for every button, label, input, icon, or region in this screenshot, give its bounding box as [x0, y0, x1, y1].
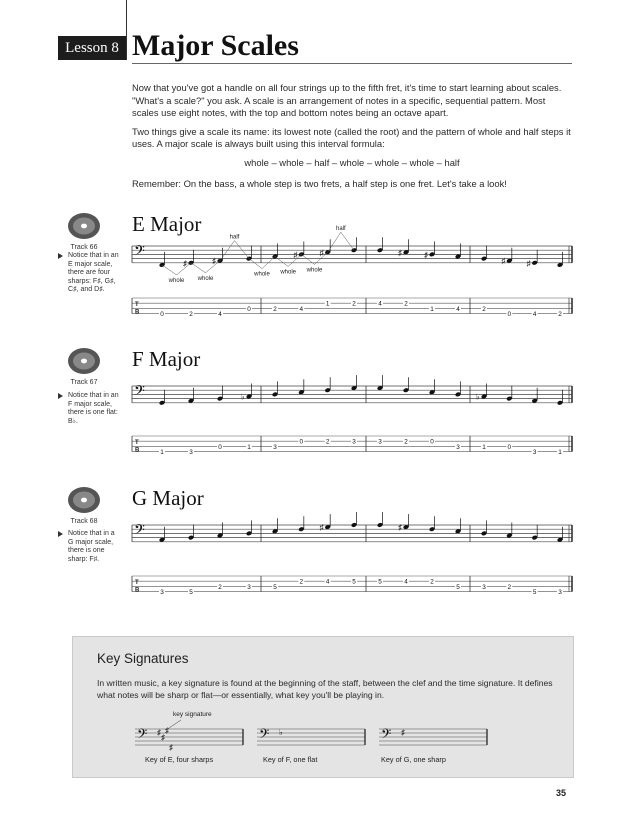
key-accidental: ♯ [161, 733, 165, 742]
ks-pointer [166, 720, 181, 730]
lesson-label: Lesson 8 [58, 36, 126, 60]
tab-clef-icon: B [135, 309, 140, 316]
accidental: ♯ [526, 258, 531, 268]
accidental: ♯ [212, 256, 216, 266]
tab-fret: 5 [378, 578, 382, 586]
tab-fret: 1 [247, 443, 251, 451]
section-title: G Major [132, 486, 204, 510]
tab-fret: 2 [189, 311, 193, 318]
tab-fret: 3 [273, 443, 277, 451]
key-accidental: ♭ [279, 728, 283, 737]
tab-fret: 4 [378, 300, 382, 308]
track-label: Track 66 [70, 244, 98, 251]
accidental: ♯ [319, 523, 324, 533]
tab-fret: 4 [532, 311, 537, 318]
intro-p2: Two things give a scale its name: its lowest note (called the root) and the pattern of whole and half steps it uses. A major scale is always built using this interval formula: [132, 125, 571, 150]
key-accidental: ♯ [401, 728, 405, 737]
key-accidental: ♯ [169, 743, 173, 752]
side-note: Notice that in an F major scale, there is one flat: B♭. [58, 392, 120, 426]
tab-fret: 1 [430, 305, 434, 313]
bass-clef-icon: 𝄢 [134, 522, 145, 542]
accidental: ♯ [398, 523, 402, 533]
tab-fret: 5 [352, 578, 356, 586]
tab-fret: 4 [218, 311, 222, 318]
tab-fret: 5 [273, 583, 277, 591]
tab-fret: 2 [404, 300, 408, 308]
interval-label: whole [168, 277, 185, 284]
interval-line [220, 241, 249, 261]
bass-clef-icon: 𝄢 [259, 728, 270, 745]
tab-fret: 4 [299, 305, 304, 313]
tab-fret: 4 [404, 578, 408, 586]
caption-e: Key of E, four sharps [145, 755, 214, 764]
tab-fret: 3 [482, 583, 486, 591]
key-accidental: ♯ [157, 728, 161, 737]
tab-clef-icon: T [135, 302, 139, 308]
tab-fret: 2 [430, 578, 434, 586]
tab-fret: 4 [325, 578, 330, 586]
bass-clef-icon: 𝄢 [134, 243, 145, 263]
tab-fret: 2 [404, 438, 408, 446]
tab-fret: 3 [532, 449, 537, 456]
tab-fret: 0 [299, 438, 304, 446]
tab-fret: 3 [456, 443, 460, 451]
accidental: ♭ [241, 392, 245, 402]
tab-fret: 2 [352, 300, 356, 308]
key-signatures-text: In written music, a key signature is found at the beginning of the staff, between the clef and the time signature. It defines what notes will be sharp or flat—or essentially, what key you'll be playing in. [97, 678, 553, 700]
accidental: ♯ [501, 256, 506, 266]
tab-fret: 3 [247, 583, 251, 591]
tab-fret: 2 [218, 583, 222, 591]
tab-fret: 3 [378, 438, 382, 446]
tab-fret: 2 [558, 311, 562, 318]
tab-fret: 3 [189, 449, 193, 456]
tab-fret: 3 [558, 589, 562, 596]
track-label: Track 68 [70, 518, 98, 525]
interval-label: whole [280, 269, 297, 276]
interval-line [328, 232, 354, 252]
tab-fret: 2 [273, 305, 277, 313]
tab-fret: 5 [532, 589, 537, 596]
bass-clef-icon: 𝄢 [381, 728, 392, 745]
tab-fret: 3 [160, 589, 164, 596]
tab-fret: 5 [189, 589, 193, 596]
accidental: ♭ [476, 392, 480, 402]
key-signatures-title: Key Signatures [97, 651, 189, 666]
tab-fret: 0 [247, 305, 251, 313]
tab-fret: 3 [352, 438, 356, 446]
tab-clef-icon: T [135, 580, 139, 586]
tab-fret: 1 [482, 443, 486, 451]
accidental: ♯ [293, 250, 298, 260]
track-label: Track 67 [70, 379, 98, 386]
key-accidental: ♯ [165, 726, 169, 735]
bass-clef-icon: 𝄢 [134, 383, 145, 403]
tab-fret: 1 [325, 300, 330, 308]
side-note: Notice that in a G major scale, there is one sharp: F♯. [58, 530, 120, 564]
interval-label: half [229, 234, 240, 241]
page-number: 35 [556, 788, 567, 798]
intro-p3: Remember: On the bass, a whole step is two frets, a half step is one fret. Let's take a look! [132, 177, 507, 189]
accidental: ♯ [424, 250, 428, 260]
interval-label: whole [254, 271, 270, 278]
section-title: F Major [132, 347, 201, 371]
tab-clef-icon: T [135, 440, 139, 446]
tab-clef-icon: B [135, 587, 140, 594]
bass-clef-icon: 𝄢 [137, 728, 148, 745]
tab-fret: 0 [430, 438, 434, 446]
tab-fret: 1 [558, 449, 562, 456]
tab-fret: 5 [456, 583, 460, 591]
tab-fret: 0 [507, 311, 512, 318]
key-signature-label: key signature [173, 711, 212, 718]
caption-f: Key of F, one flat [263, 755, 318, 764]
tab-fret: 2 [482, 305, 486, 313]
interval-label: half [335, 226, 346, 233]
interval-formula: whole – whole – half – whole – whole – whole – half [244, 156, 460, 168]
tab-fret: 0 [160, 311, 164, 318]
tab-fret: 0 [507, 443, 512, 451]
accidental: ♯ [319, 248, 324, 258]
page-title: Major Scales [132, 29, 299, 62]
tab-fret: 2 [507, 583, 512, 591]
side-note: Notice that in an E major scale, there are four sharps: F♯, G♯, C♯, and D♯. [58, 252, 120, 295]
caption-g: Key of G, one sharp [381, 755, 446, 764]
section-title: E Major [132, 212, 202, 236]
tab-fret: 2 [325, 438, 330, 446]
accidental: ♯ [183, 258, 187, 268]
accidental: ♯ [398, 248, 402, 258]
intro-p1: Now that you've got a handle on all four strings up to the fifth fret, it's time to start learning about scales. "What's a scale?" you ask. A scale is an arrangement of notes in a specific, sequential pattern. Most scales use eight notes, with the top and bottom notes being an octave apart. [132, 82, 562, 119]
interval-line [275, 254, 301, 266]
tab-fret: 2 [299, 578, 304, 586]
tab-fret: 1 [160, 449, 164, 456]
interval-label: whole [306, 267, 323, 274]
key-signatures-box [72, 636, 574, 778]
tab-fret: 4 [456, 305, 460, 313]
tab-clef-icon: B [135, 447, 140, 454]
tab-fret: 0 [218, 443, 222, 451]
interval-label: whole [197, 275, 214, 282]
